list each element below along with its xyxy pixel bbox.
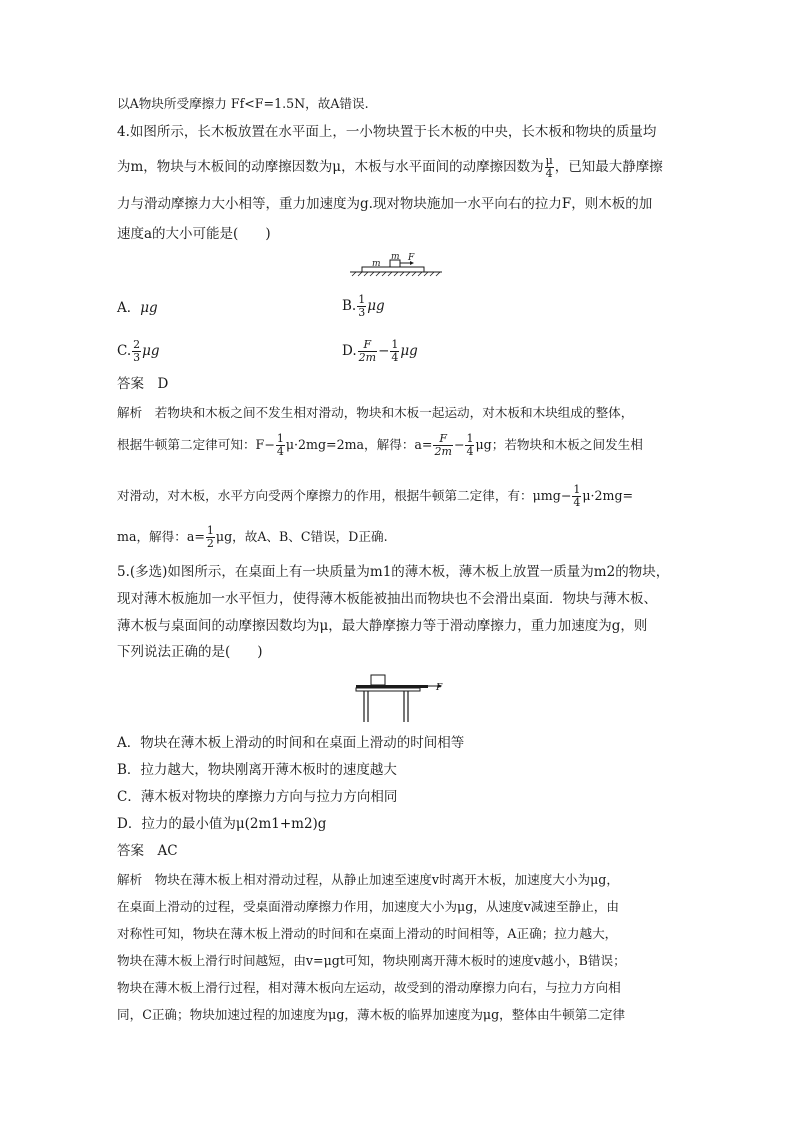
ground-hatch (352, 272, 440, 276)
q5-solution-line-4: 物块在薄木板上滑行时间越短，由v=μgt可知，物块刚离开薄木板时的速度v越小，B错误； (117, 953, 626, 968)
q5-solution-line-6: 同，C正确；物块加速过程的加速度为μg，薄木板的临界加速度为μg，整体由牛顿第二定律 (117, 1007, 626, 1022)
q4-stem-line-2-part-a: 为m，物块与木板间的动摩擦因数为μ，木板与水平面间的动摩擦因数为 (117, 159, 544, 175)
q4-solution-line-2: 根据牛顿第二定律可知：F− $\frac{1}{4}$ μ·2mg=2ma，解得：a= $\frac{F}{2m}$ − $\frac{1}{4}$ μg；若物块和木板之间发生相 (117, 432, 643, 458)
q5-stem-line-1: 5.(多选)如图所示，在桌面上有一块质量为m1的薄木板，薄木板上放置一质量为m2的物块， (117, 564, 670, 580)
q4-option-b: B. $\frac{1}{3}$ μg (342, 293, 385, 319)
q4-option-a: A．μg (117, 300, 158, 316)
force-label: F (408, 253, 415, 263)
q5-option-d: D．拉力的最小值为μ(2m1+m2)g (117, 816, 327, 832)
q5-figure-table (350, 670, 450, 725)
q5-stem-line-2: 现对薄木板施加一水平恒力，使得薄木板能被抽出而物块也不会滑出桌面．物块与薄木板、 (117, 591, 657, 607)
q4-figure-board-block (346, 249, 446, 279)
q5-solution-line-2: 在桌面上滑动的过程，受桌面滑动摩擦力作用，加速度大小为μg，从速度v减速至静止，由 (117, 899, 619, 914)
q5-option-b: B．拉力越大，物块刚离开薄木板时的速度越大 (117, 762, 397, 778)
fraction-one-over-4: $\frac{1}{4}$ (573, 483, 581, 509)
q5-stem-line-3: 薄木板与桌面间的动摩擦因数均为μ，最大静摩擦力等于滑动摩擦力，重力加速度为g，则 (117, 618, 648, 634)
q5-solution-line-3: 对称性可知，物块在薄木板上滑动的时间和在桌面上滑动的时间相等，A正确；拉力越大， (117, 926, 618, 941)
fraction-one-over-4: $\frac{1}{4}$ (276, 432, 284, 458)
fraction-F-over-2m: $\frac{F}{2m}$ (434, 432, 452, 458)
q5-answer: 答案 AC (117, 843, 178, 859)
q4-stem-line-2-part-b: ，已知最大静摩擦 (554, 159, 663, 175)
q4-answer: 答案 D (117, 376, 169, 392)
q5-option-c: C．薄木板对物块的摩擦力方向与拉力方向相同 (117, 789, 398, 805)
board-mass-label: m (372, 259, 381, 269)
block (371, 675, 385, 685)
q4-solution-line-4: ma，解得：a= $\frac{1}{2}$ μg，故A、B、C错误，D正确. (117, 524, 388, 550)
q5-solution-line-1: 解析 物块在薄木板上相对滑动过程，从静止加速至速度v时离开木板，加速度大小为μg， (117, 872, 619, 887)
fraction-one-over-2: $\frac{1}{2}$ (206, 524, 214, 550)
q4-stem-line-3: 力与滑动摩擦力大小相等，重力加速度为g.现对物块施加一水平向右的拉力F，则木板的加 (117, 196, 653, 212)
q4-option-d: D. $\frac{F}{2m}$ − $\frac{1}{4}$ μg (342, 338, 418, 364)
q4-stem-line-1: 4.如图所示，长木板放置在水平面上，一小物块置于长木板的中央，长木板和物块的质量均 (117, 124, 657, 140)
fraction-one-over-4: $\frac{1}{4}$ (391, 338, 399, 364)
q4-solution-line-1: 解析 若物块和木板之间不发生相对滑动，物块和木板一起运动，对木板和木块组成的整体， (117, 405, 634, 420)
q5-solution-line-5: 物块在薄木板上滑行过程，相对薄木板向左运动，故受到的滑动摩擦力向右，与拉力方向相 (117, 980, 621, 995)
fraction-mu-over-4: $\frac{\mu}{4}$ (545, 154, 553, 180)
prev-answer-tail: 以A物块所受摩擦力 Ff<F=1.5N，故A错误. (117, 96, 369, 111)
fraction-two-over-3: $\frac{2}{3}$ (133, 338, 141, 364)
fraction-one-over-3: $\frac{1}{3}$ (358, 293, 366, 319)
q5-option-a: A．物块在薄木板上滑动的时间和在桌面上滑动的时间相等 (117, 735, 465, 751)
fraction-one-over-4: $\frac{1}{4}$ (466, 432, 474, 458)
q4-option-c: C. $\frac{2}{3}$ μg (117, 338, 160, 364)
q4-solution-line-3: 对滑动，对木板，水平方向受两个摩擦力的作用，根据牛顿第二定律，有：μmg− $\frac{1}{4}$ μ·2mg= (117, 483, 634, 509)
force-label: F (436, 683, 443, 693)
q4-stem-line-2 (117, 155, 663, 180)
q5-stem-line-4: 下列说法正确的是( ) (117, 644, 263, 660)
block-mass-label: m (391, 252, 400, 262)
table-top (356, 688, 420, 691)
fraction-F-over-2m: $\frac{F}{2m}$ (358, 338, 377, 364)
q4-stem-line-4: 速度a的大小可能是( ) (117, 226, 271, 242)
